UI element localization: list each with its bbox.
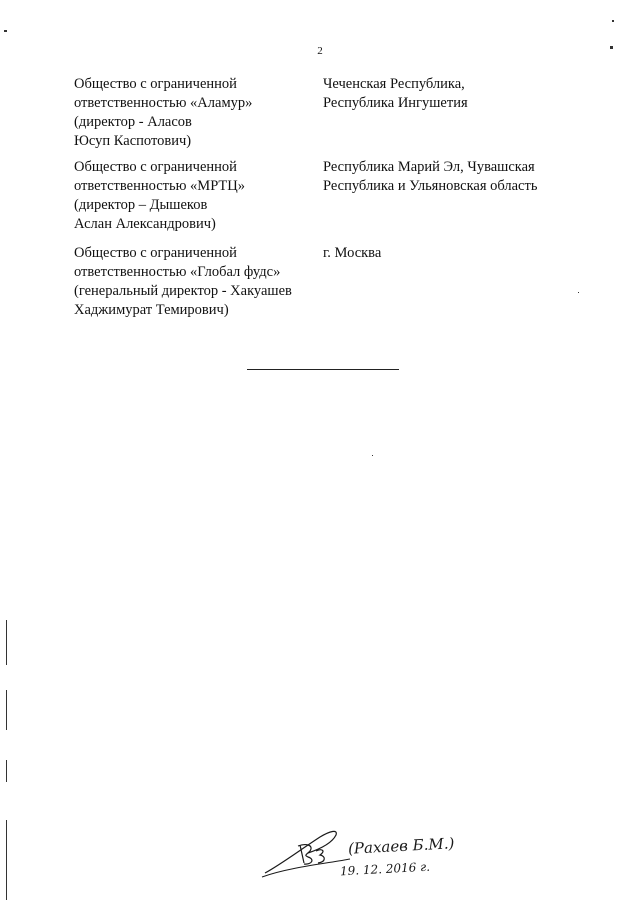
- scan-mark: [4, 30, 7, 32]
- company-line: (директор – Дышеков: [74, 197, 208, 213]
- company-line: ответственностью «Аламур»: [74, 95, 253, 111]
- signature-date-note: 19. 12. 2016 г.: [339, 859, 431, 879]
- company-line: Общество с ограниченной: [74, 76, 237, 92]
- region-line: г. Москва: [323, 245, 382, 261]
- region-line: Республика Ингушетия: [323, 95, 468, 111]
- company-line: Общество с ограниченной: [74, 245, 237, 261]
- scan-mark: [6, 690, 7, 730]
- company-block: [74, 244, 314, 320]
- company-line: ответственностью «Глобал фудс»: [74, 264, 281, 280]
- signature-area: [260, 815, 520, 905]
- company-line: (директор - Аласов: [74, 114, 192, 130]
- end-separator-line: [247, 369, 399, 370]
- company-line: Хаджимурат Темирович): [74, 302, 229, 318]
- signatory-name-note: (Рахаев Б.М.): [347, 834, 455, 858]
- scan-mark: [6, 620, 7, 665]
- scan-mark: [612, 20, 614, 22]
- company-line: (генеральный директор - Хакуашев: [74, 283, 292, 299]
- scan-dot: [372, 455, 373, 456]
- company-block: [74, 75, 314, 151]
- region-block: [323, 158, 623, 196]
- region-line: Чеченская Республика,: [323, 76, 465, 92]
- company-line: Юсуп Каспотович): [74, 133, 192, 149]
- company-block: [74, 158, 314, 234]
- scan-mark: [6, 760, 7, 782]
- scan-mark: [6, 820, 7, 900]
- company-line: Общество с ограниченной: [74, 159, 237, 175]
- scan-dot: [578, 292, 579, 293]
- region-block: [323, 244, 623, 263]
- region-line: Республика и Ульяновская область: [323, 178, 538, 194]
- company-line: ответственностью «МРТЦ»: [74, 178, 246, 194]
- company-line: Аслан Александрович): [74, 216, 216, 232]
- page-number: 2: [317, 45, 323, 57]
- region-block: [323, 75, 623, 113]
- region-line: Республика Марий Эл, Чувашская: [323, 159, 535, 175]
